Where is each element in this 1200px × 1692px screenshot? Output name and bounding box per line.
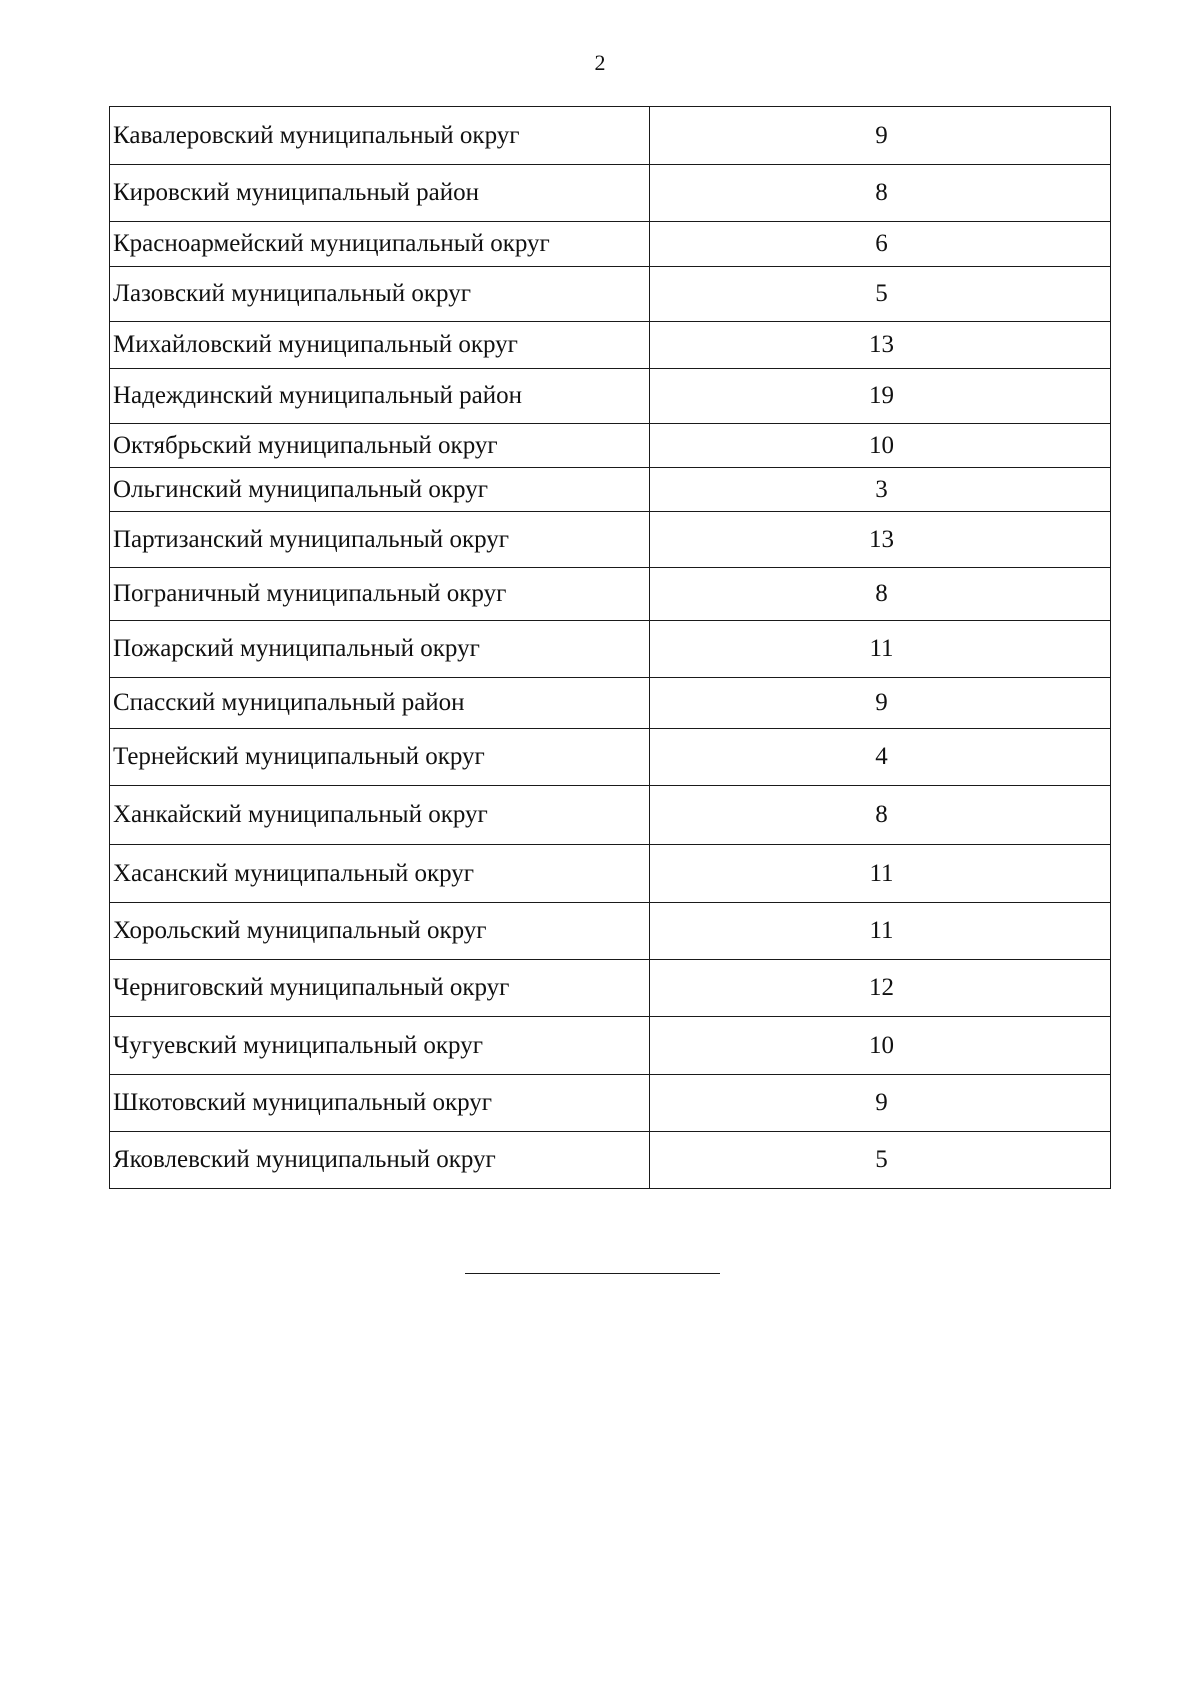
- municipality-value: 8: [650, 568, 1111, 621]
- table-row: [110, 424, 1111, 468]
- municipality-value: 12: [650, 960, 1111, 1017]
- municipality-value: 5: [650, 1132, 1111, 1189]
- table-row: [110, 468, 1111, 512]
- municipality-name: Спасский муниципальный район: [110, 678, 650, 729]
- municipality-name: Яковлевский муниципальный округ: [110, 1132, 650, 1189]
- municipality-value: 19: [650, 369, 1111, 424]
- municipality-value: 10: [650, 424, 1111, 468]
- municipality-name: Хасанский муниципальный округ: [110, 845, 650, 903]
- municipality-name: Ханкайский муниципальный округ: [110, 786, 650, 845]
- municipality-value: 9: [650, 107, 1111, 165]
- municipality-value: 8: [650, 165, 1111, 222]
- municipality-name: Шкотовский муниципальный округ: [110, 1075, 650, 1132]
- municipality-value: 11: [650, 621, 1111, 678]
- municipality-name: Лазовский муниципальный округ: [110, 267, 650, 322]
- municipality-name: Хорольский муниципальный округ: [110, 903, 650, 960]
- municipality-value: 13: [650, 512, 1111, 568]
- municipality-name: Красноармейский муниципальный округ: [110, 222, 650, 267]
- table-row: [110, 1132, 1111, 1189]
- municipality-value: 9: [650, 1075, 1111, 1132]
- municipality-value: 10: [650, 1017, 1111, 1075]
- table-row: [110, 267, 1111, 322]
- table-row: [110, 1017, 1111, 1075]
- municipality-value: 6: [650, 222, 1111, 267]
- table-row: [110, 369, 1111, 424]
- municipality-name: Октябрьский муниципальный округ: [110, 424, 650, 468]
- page-number: 2: [594, 50, 606, 75]
- municipality-name: Партизанский муниципальный округ: [110, 512, 650, 568]
- municipality-value: 9: [650, 678, 1111, 729]
- municipality-value: 11: [650, 903, 1111, 960]
- table-row: [110, 322, 1111, 369]
- table-row: [110, 903, 1111, 960]
- municipality-name: Пожарский муниципальный округ: [110, 621, 650, 678]
- table-row: [110, 729, 1111, 786]
- municipality-value: 13: [650, 322, 1111, 369]
- table-row: [110, 678, 1111, 729]
- table-row: [110, 568, 1111, 621]
- municipality-name: Ольгинский муниципальный округ: [110, 468, 650, 512]
- municipality-value: 5: [650, 267, 1111, 322]
- municipality-value: 4: [650, 729, 1111, 786]
- table-row: [110, 621, 1111, 678]
- municipality-name: Кавалеровский муниципальный округ: [110, 107, 650, 165]
- table-row: [110, 786, 1111, 845]
- table-row: [110, 222, 1111, 267]
- municipality-value: 8: [650, 786, 1111, 845]
- municipality-name: Тернейский муниципальный округ: [110, 729, 650, 786]
- table-row: [110, 107, 1111, 165]
- table-row: [110, 960, 1111, 1017]
- table-row: [110, 165, 1111, 222]
- municipality-name: Пограничный муниципальный округ: [110, 568, 650, 621]
- end-of-document-line: [465, 1273, 720, 1274]
- municipality-name: Михайловский муниципальный округ: [110, 322, 650, 369]
- municipality-name: Надеждинский муниципальный район: [110, 369, 650, 424]
- table-row: [110, 1075, 1111, 1132]
- municipality-value: 11: [650, 845, 1111, 903]
- municipality-name: Чугуевский муниципальный округ: [110, 1017, 650, 1075]
- table-row: [110, 512, 1111, 568]
- municipality-name: Черниговский муниципальный округ: [110, 960, 650, 1017]
- municipality-name: Кировский муниципальный район: [110, 165, 650, 222]
- allocation-table: [109, 106, 1111, 1189]
- table-row: [110, 845, 1111, 903]
- municipality-value: 3: [650, 468, 1111, 512]
